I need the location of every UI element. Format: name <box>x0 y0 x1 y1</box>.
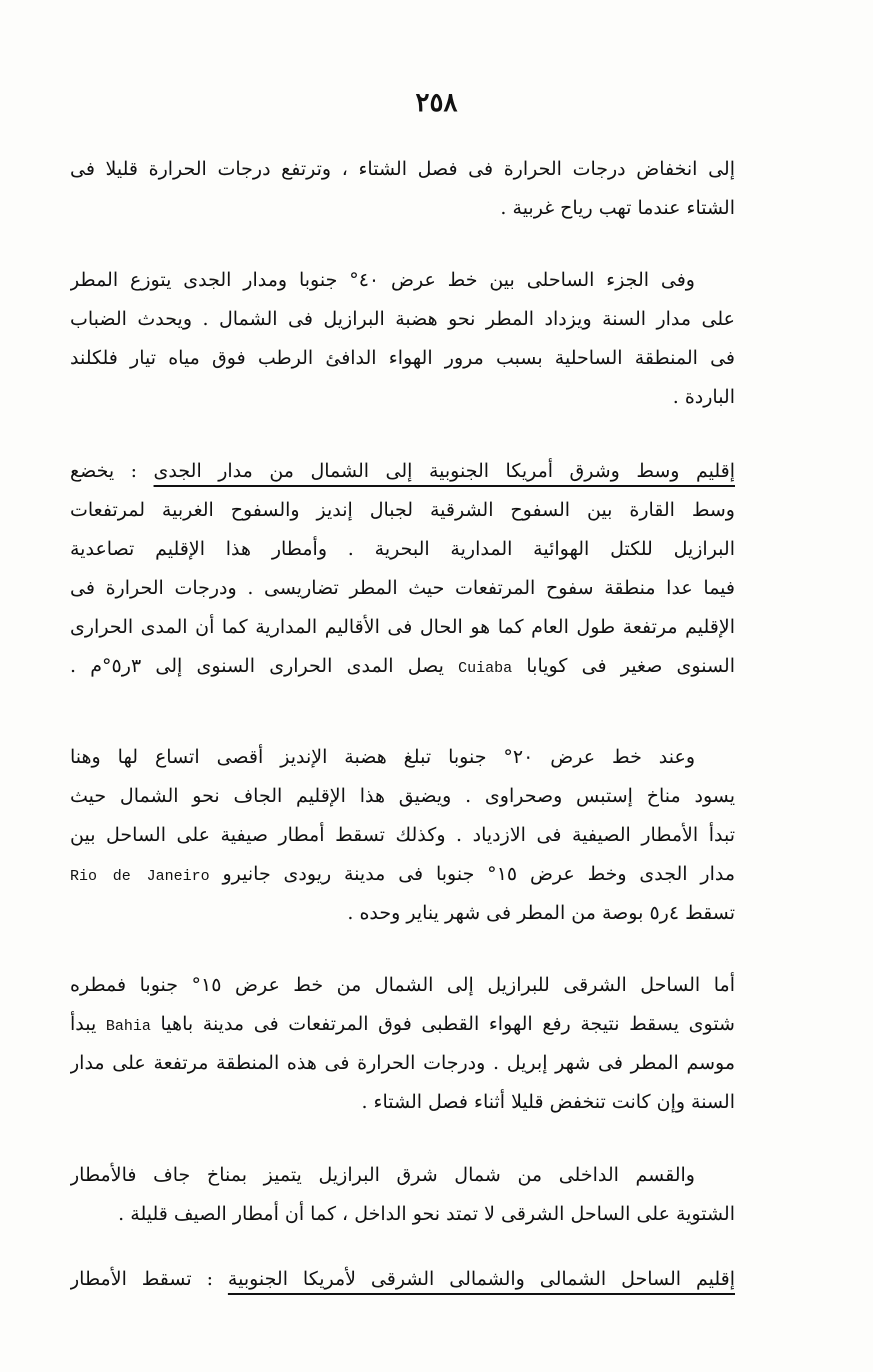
section-central-east-south-america <box>70 452 735 686</box>
paragraph-line: تسقط ٤ر٥ بوصة من المطر فى شهر يناير وحده . <box>347 902 735 924</box>
paragraph-line: وفى الجزء الساحلى بين خط عرض ٤٠° جنوبا ومدار الجدى يتوزع المطر <box>70 269 695 291</box>
line-text: مدار الجدى وخط عرض ١٥° جنوبا فى مدينة ريودى جانيرو <box>209 863 735 885</box>
paragraph-line <box>70 1005 735 1044</box>
paragraph-line: يسود مناخ إستبس وصحراوى . ويضيق هذا الإقليم الجاف نحو الشمال حيث <box>70 785 735 807</box>
latin-place-name: Rio de Janeiro <box>70 868 210 885</box>
section-heading-line <box>70 452 735 491</box>
paragraph-line: تبدأ الأمطار الصيفية فى الازدياد . وكذلك تسقط أمطار صيفية على الساحل بين <box>70 824 735 846</box>
line-text: شتوى يسقط نتيجة رفع الهواء القطبى فوق المرتفعات فى مدينة باهيا <box>150 1013 735 1035</box>
heading-continuation: : يخضع <box>70 460 154 482</box>
latin-place-name: Bahia <box>105 1018 151 1035</box>
paragraph-line <box>70 647 735 686</box>
paragraph-2 <box>70 261 735 417</box>
paragraph-4 <box>70 738 735 933</box>
paragraph-line: وسط القارة بين السفوح الشرقية لجبال إنديز والسفوح الغربية لمرتفعات <box>70 499 735 521</box>
paragraph-line: الباردة . <box>672 386 735 408</box>
line-text: يبدأ <box>70 1013 106 1035</box>
section-north-coast-south-america <box>70 1260 735 1299</box>
paragraph-line: البرازيل للكتل الهوائية المدارية البحرية . وأمطار هذا الإقليم تصاعدية <box>70 538 735 560</box>
latin-place-name: Cuiaba <box>458 660 513 677</box>
paragraph-line: موسم المطر فى شهر إبريل . ودرجات الحرارة فى هذه المنطقة مرتفعة على مدار <box>70 1052 735 1074</box>
page-number: ٢٥٨ <box>415 88 458 118</box>
paragraph-line: الشتوية على الساحل الشرقى لا تمتد نحو الداخل ، كما أن أمطار الصيف قليلة . <box>118 1203 735 1225</box>
line-text: السنوى صغير فى كويابا <box>512 655 735 677</box>
paragraph-line: إلى انخفاض درجات الحرارة فى فصل الشتاء ، وترتفع درجات الحرارة قليلا فى <box>70 158 735 180</box>
paragraph-line: الإقليم مرتفعة طول العام كما هو الحال فى الأقاليم المدارية كما أن المدى الحرارى <box>70 616 735 638</box>
section-heading: إقليم الساحل الشمالى والشمالى الشرقى لأمريكا الجنوبية <box>227 1268 735 1290</box>
paragraph-5 <box>70 966 735 1122</box>
paragraph-line: فيما عدا منطقة سفوح المرتفعات حيث المطر تضاريسى . ودرجات الحرارة فى <box>70 577 735 599</box>
paragraph-line: والقسم الداخلى من شمال شرق البرازيل يتميز بمناخ جاف فالأمطار <box>70 1164 695 1186</box>
paragraph-1 <box>70 150 735 228</box>
section-heading: إقليم وسط وشرق أمريكا الجنوبية إلى الشمال من مدار الجدى <box>153 460 735 482</box>
paragraph-line: الشتاء عندما تهب رياح غربية . <box>500 197 735 219</box>
paragraph-line: السنة وإن كانت تنخفض قليلا أثناء فصل الشتاء . <box>361 1091 735 1113</box>
paragraph-line <box>70 855 735 894</box>
paragraph-line: على مدار السنة ويزداد المطر نحو هضبة البرازيل فى الشمال . ويحدث الضباب <box>70 308 735 330</box>
line-text: يصل المدى الحرارى السنوى إلى ٣ر٥°م . <box>70 655 459 677</box>
paragraph-line: أما الساحل الشرقى للبرازيل إلى الشمال من خط عرض ١٥° جنوبا فمطره <box>70 974 735 996</box>
section-heading-line <box>70 1260 735 1299</box>
paragraph-line: فى المنطقة الساحلية بسبب مرور الهواء الدافئ الرطب فوق مياه تيار فلكلند <box>70 347 735 369</box>
paragraph-6 <box>70 1156 735 1234</box>
heading-continuation: : تسقط الأمطار <box>70 1268 228 1290</box>
paragraph-line: وعند خط عرض ٢٠° جنوبا تبلغ هضبة الإنديز أقصى اتساع لها وهنا <box>70 746 695 768</box>
